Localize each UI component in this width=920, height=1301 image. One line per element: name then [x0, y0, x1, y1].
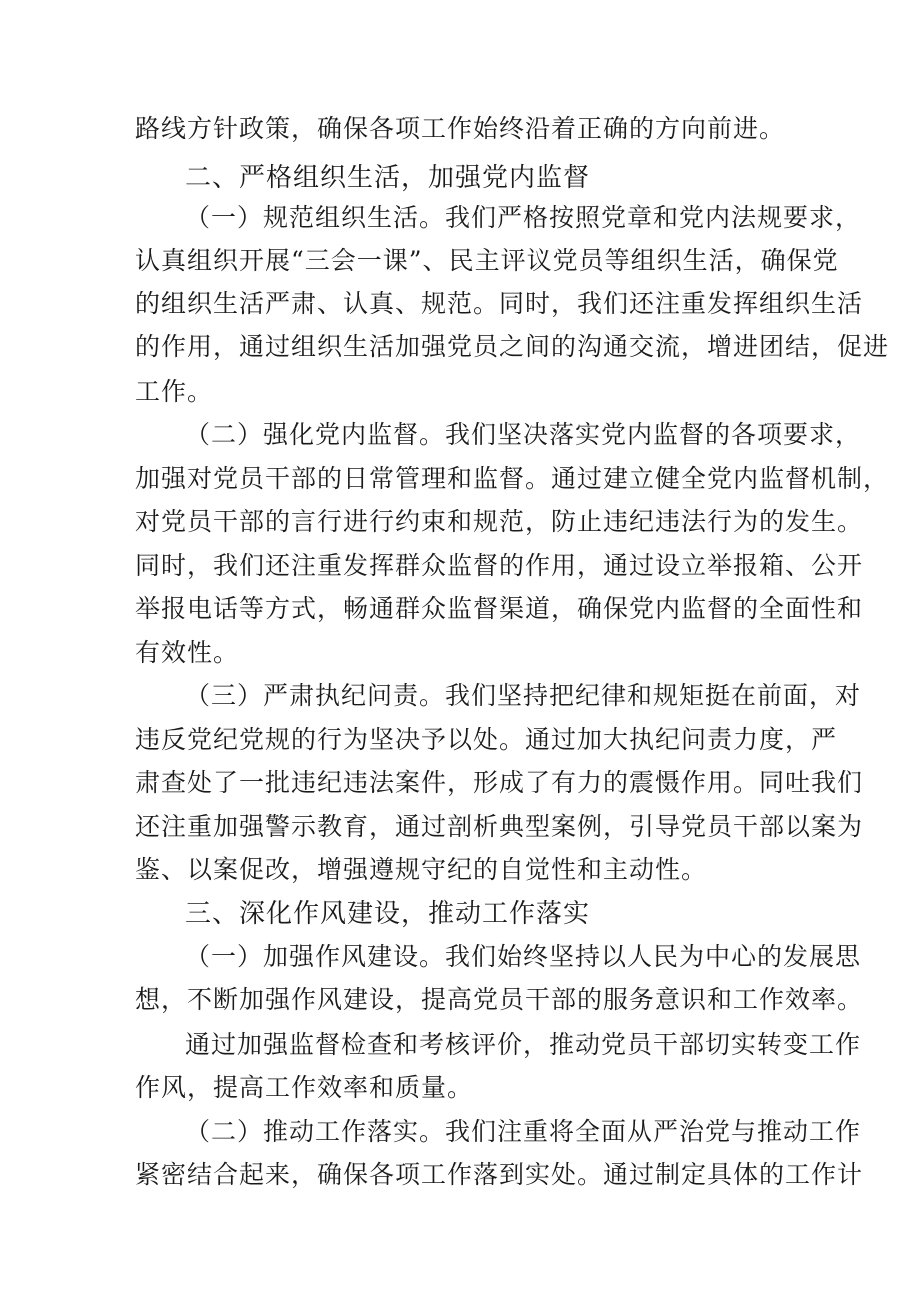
text-line: 同时，我们还注重发挥群众监督的作用，通过设立举报箱、公开 — [135, 551, 864, 580]
text-line: 紧密结合起来，确保各项工作落到实处。通过制定具体的工作计 — [135, 1160, 864, 1189]
section-heading: 三、深化作风建设，推动工作落实 — [185, 899, 591, 929]
text-line: 认真组织开展“三会一课”、民主评议党员等组织生活，确保党 — [135, 246, 839, 275]
text-line: 路线方针政策，确保各项工作始终沿着正确的方向前进。 — [135, 114, 786, 143]
text-line: 肃查处了一批违纪违法案件，形成了有力的震慑作用。同吐我们 — [135, 768, 864, 797]
text-line: （一）规范组织生活。我们严格按照党章和党内法规要求， — [185, 203, 862, 232]
text-line: 违反党纪党规的行为坚决予以处。通过加大执纪问责力度，严 — [135, 725, 838, 754]
text-line: 通过加强监督检查和考核评价，推动党员干部切实转变工作 — [185, 1030, 862, 1059]
text-line: 作风，提高工作效率和质量。 — [135, 1073, 474, 1102]
text-line: 加强对党员干部的日常管理和监督。通过建立健全党内监督机制， — [135, 464, 890, 493]
text-line: 想，不断加强作风建设，提高党员干部的服务意识和工作效率。 — [135, 985, 864, 1014]
text-line: 还注重加强警示教育，通过剖析典型案例，引导党员干部以案为 — [135, 812, 864, 841]
section-heading: 二、严格组织生活，加强党内监督 — [185, 163, 591, 193]
text-line: 的作用，通过组织生活加强党员之间的沟通交流，增进团结，促进 — [135, 332, 890, 361]
text-line: 对党员干部的言行进行约束和规范，防止违纪违法行为的发生。 — [135, 507, 864, 536]
text-line: （一）加强作风建设。我们始终坚持以人民为中心的发展思 — [185, 942, 862, 971]
text-line: 鉴、以案促改，增强遵规守纪的自觉性和主动性。 — [135, 855, 708, 884]
text-line: （二）强化党内监督。我们坚决落实党内监督的各项要求， — [185, 420, 862, 449]
text-line: 工作。 — [135, 377, 214, 406]
text-line: 的组织生活严肃、认真、规范。同时，我们还注重发挥组织生活 — [135, 289, 864, 318]
text-line: 有效性。 — [135, 638, 240, 667]
text-line: （三）严肃执纪问责。我们坚持把纪律和规矩挺在前面，对 — [185, 681, 862, 710]
text-line: 举报电话等方式，畅通群众监督渠道，确保党内监督的全面性和 — [135, 594, 864, 623]
text-line: （二）推动工作落实。我们注重将全面从严治党与推动工作 — [185, 1117, 862, 1146]
